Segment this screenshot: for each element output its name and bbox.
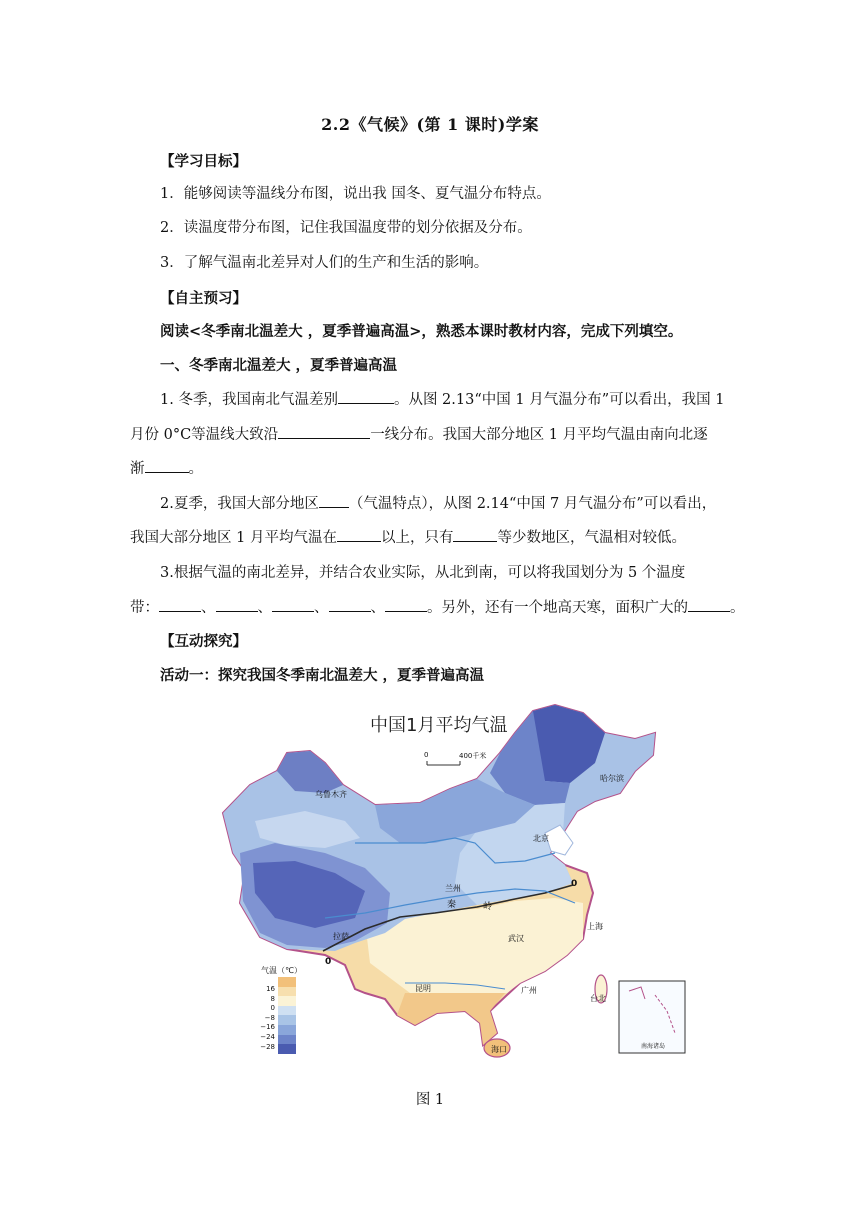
city-guangzhou: 广州: [521, 986, 537, 995]
mountain-label-ling: 岭: [483, 902, 493, 912]
legend-value: −16: [260, 1023, 275, 1032]
q1-blank-2[interactable]: [278, 426, 370, 439]
legend-swatches: [278, 977, 296, 1054]
q3-sep: 、: [370, 600, 385, 616]
q3-text-c: 。: [730, 600, 745, 616]
legend-title: 气温（℃）: [261, 966, 302, 975]
q3-blank-3[interactable]: [272, 599, 314, 612]
q1-blank-1[interactable]: [338, 391, 394, 404]
q3-blank-2[interactable]: [216, 599, 258, 612]
q1-line-2: [130, 423, 708, 444]
q2-blank-1[interactable]: [319, 495, 349, 508]
isotherm-label-west: 0: [325, 957, 332, 967]
scale-label: 400千米: [459, 752, 487, 760]
inset-label: 南海诸岛: [641, 1043, 666, 1050]
legend-swatch-list: [278, 977, 296, 1054]
q1-text-a: 1. 冬季，我国南北气温差别: [160, 392, 338, 408]
mountain-label-qin: 秦: [447, 900, 457, 910]
goal-item-3: 3．了解气温南北差异对人们的生产和生活的影响。: [160, 255, 489, 271]
q3-text-b: 。另外，还有一个地高天寒，面积广大的: [427, 600, 688, 616]
q1-text-d: 一线分布。我国大部分地区 1 月平均气温由南向北逐: [370, 427, 708, 443]
q1-line-3: [130, 457, 203, 478]
q1-text-b: 。从图 2.13“中国 1 月气温分布”可以看出，我国 1: [393, 392, 725, 408]
doc-title: 2.2《气候》(第 1 课时)学案: [321, 115, 539, 134]
city-urumqi: 乌鲁木齐: [315, 790, 347, 799]
legend-value: −24: [260, 1032, 275, 1041]
figure-caption: 图 1: [415, 1092, 445, 1108]
q3-blank-1[interactable]: [159, 599, 201, 612]
legend-values: [259, 985, 275, 1052]
city-lhasa: 拉萨: [333, 932, 349, 941]
china-january-temperature-map: [215, 693, 690, 1071]
goal-item-2: 2．读温度带分布图，记住我国温度带的划分依据及分布。: [160, 220, 532, 236]
city-wuhan: 武汉: [508, 934, 524, 943]
preview-intro: 阅读<冬季南北温差大 ，夏季普遍高温>，熟悉本课时教材内容，完成下列填空。: [160, 323, 683, 340]
q2-text-c: 我国大部分地区 1 月平均气温在: [130, 530, 337, 546]
q3-sep: 、: [257, 600, 272, 616]
goal-item-1: 1．能够阅读等温线分布图，说出我 国冬、夏气温分布特点。: [160, 186, 551, 202]
isotherm-label-east: 0: [571, 879, 578, 889]
legend-swatch: [278, 1015, 296, 1025]
q3-blank-5[interactable]: [385, 599, 427, 612]
q3-blank-6[interactable]: [688, 599, 730, 612]
q1-blank-3[interactable]: [145, 460, 189, 473]
q2-text-d: 以上，只有: [380, 530, 454, 546]
q3-line-2: [130, 596, 745, 617]
q3-sep: 、: [201, 600, 216, 616]
legend-swatch: [278, 987, 296, 997]
legend-value: 0: [270, 1004, 275, 1013]
city-kunming: 昆明: [415, 984, 431, 993]
legend-swatch: [278, 1044, 296, 1054]
city-lanzhou: 兰州: [445, 884, 461, 893]
q3-text-a: 带：: [130, 600, 159, 616]
q2-blank-2[interactable]: [337, 529, 381, 542]
q2-line-2: [130, 526, 686, 547]
activity-1-heading: 活动一：探究我国冬季南北温差大 ，夏季普遍高温: [160, 667, 485, 684]
q2-line-1: [160, 492, 716, 513]
map-title: 中国1月平均气温: [370, 715, 508, 736]
city-haikou: 海口: [491, 1045, 507, 1054]
legend-swatch: [278, 1025, 296, 1035]
q2-blank-3[interactable]: [453, 529, 497, 542]
legend-swatch: [278, 977, 296, 987]
city-harbin: 哈尔滨: [600, 774, 624, 783]
q1-text-e: 渐: [130, 461, 145, 477]
legend-value: −8: [264, 1013, 275, 1022]
q3-blank-4[interactable]: [329, 599, 371, 612]
city-taipei: 台北: [590, 994, 606, 1003]
q3-line-1: 3.根据气温的南北差异，并结合农业实际，从北到南，可以将我国划分为 5 个温度: [160, 565, 686, 581]
section-goals-heading: 【学习目标】: [160, 153, 247, 170]
q1-text-f: 。: [188, 461, 203, 477]
section-explore-heading: 【互动探究】: [160, 633, 247, 650]
scale-zero: 0: [424, 751, 429, 759]
legend-swatch: [278, 996, 296, 1006]
legend-swatch: [278, 1035, 296, 1045]
legend-value: 8: [270, 994, 275, 1003]
section-preview-heading: 【自主预习】: [160, 290, 247, 307]
q2-text-e: 等少数地区，气温相对较低。: [497, 530, 686, 546]
q1-line-1: [160, 388, 724, 409]
part1-heading: 一、冬季南北温差大 ，夏季普遍高温: [160, 357, 398, 374]
q3-sep: 、: [314, 600, 329, 616]
q2-text-a: 2.夏季，我国大部分地区: [160, 496, 319, 512]
legend-value: 16: [266, 985, 275, 993]
q2-text-b: （气温特点），从图 2.14“中国 7 月气温分布”可以看出，: [348, 496, 717, 512]
q1-text-c: 月份 0°C等温线大致沿: [130, 427, 279, 443]
city-beijing: 北京: [533, 834, 549, 843]
city-shanghai: 上海: [587, 922, 603, 931]
legend-swatch: [278, 1006, 296, 1016]
legend-value: −28: [260, 1042, 275, 1051]
